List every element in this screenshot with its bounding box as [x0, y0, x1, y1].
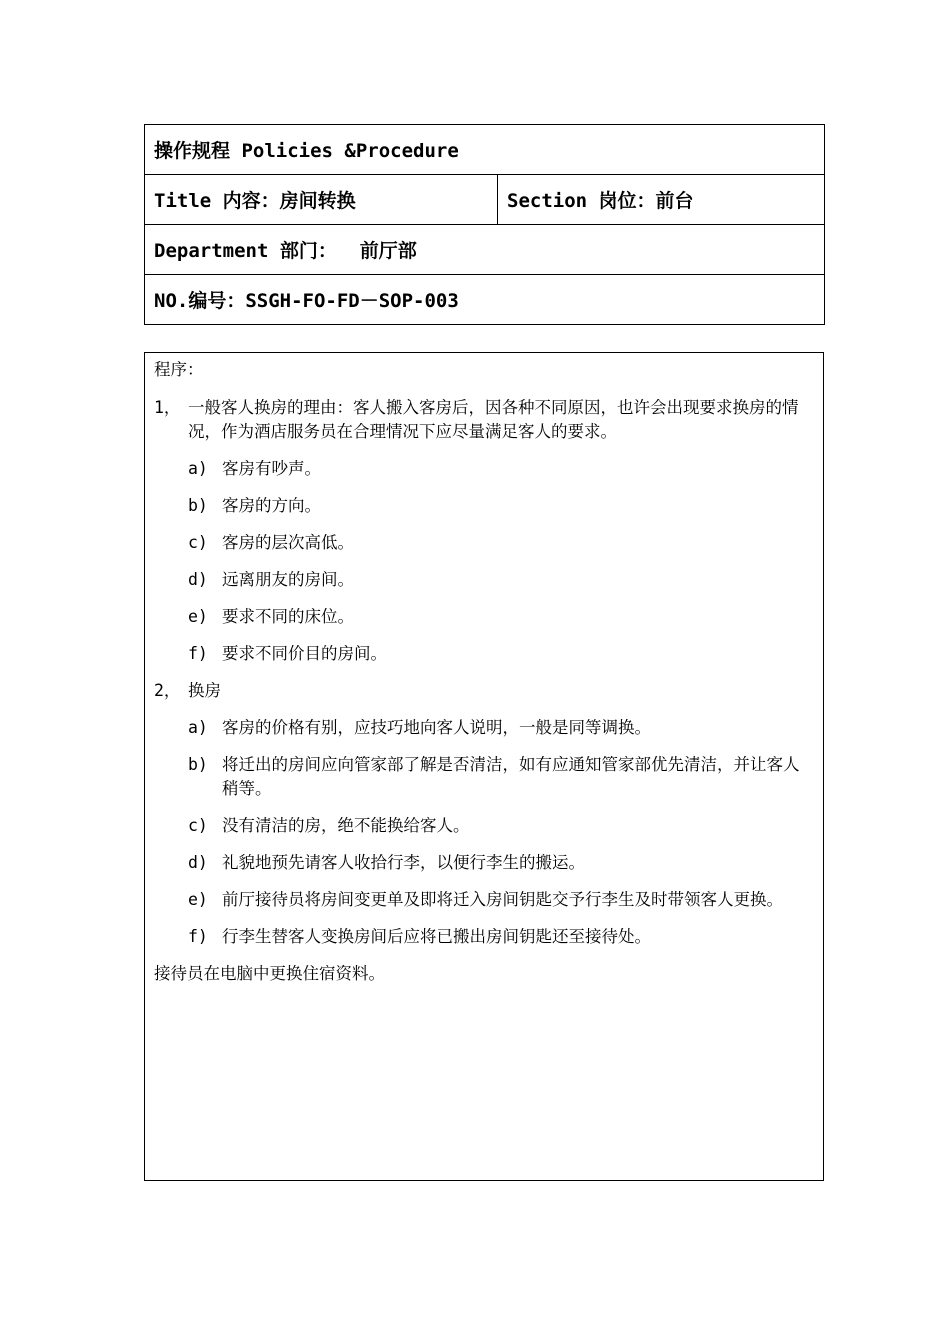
list-item	[188, 531, 813, 555]
list-item	[188, 925, 813, 949]
list-item	[188, 716, 813, 740]
list-label: b)	[188, 755, 208, 774]
closing-note: 接待员在电脑中更换住宿资料。	[154, 964, 385, 983]
list-label: a)	[188, 718, 208, 737]
list-text: 远离朋友的房间。	[222, 570, 354, 589]
list-label: d)	[188, 570, 208, 589]
list-item	[188, 888, 813, 912]
list-item	[188, 457, 813, 481]
section-cell: Section 岗位：前台	[498, 175, 825, 225]
list-label: c)	[188, 533, 208, 552]
list-item	[188, 753, 813, 801]
list-label: e)	[188, 607, 208, 626]
list-item	[188, 814, 813, 838]
list-text: 客房有吵声。	[222, 459, 321, 478]
list-text: 前厅接待员将房间变更单及即将迁入房间钥匙交予行李生及时带领客人更换。	[222, 890, 783, 909]
list-text: 客房的价格有别，应技巧地向客人说明，一般是同等调换。	[222, 718, 651, 737]
item-text: 换房	[188, 681, 221, 700]
list-item	[188, 568, 813, 592]
item-number: 1，	[154, 398, 181, 417]
list-text: 客房的层次高低。	[222, 533, 354, 552]
list-label: d)	[188, 853, 208, 872]
procedure-box	[144, 352, 824, 1181]
item-number: 2，	[154, 681, 181, 700]
list-item	[188, 494, 813, 518]
list-text: 没有清洁的房，绝不能换给客人。	[222, 816, 470, 835]
department-cell: Department 部门： 前厅部	[145, 225, 825, 275]
policies-heading: 操作规程 Policies &Procedure	[145, 125, 825, 175]
procedure-heading: 程序：	[154, 360, 204, 379]
list-label: e)	[188, 890, 208, 909]
procedure-item-1	[154, 396, 813, 444]
list-label: c)	[188, 816, 208, 835]
list-text: 行李生替客人变换房间后应将已搬出房间钥匙还至接待处。	[222, 927, 651, 946]
list-item	[188, 851, 813, 875]
number-cell: NO.编号：SSGH-FO-FD－SOP-003	[145, 275, 825, 325]
item-text: 一般客人换房的理由：客人搬入客房后，因各种不同原因，也许会出现要求换房的情况，作为酒店服务员在合理情况下应尽量满足客人的要求。	[188, 398, 799, 441]
list-item	[188, 605, 813, 629]
list-text: 要求不同的床位。	[222, 607, 354, 626]
list-label: a)	[188, 459, 208, 478]
list-text: 要求不同价目的房间。	[222, 644, 387, 663]
procedure-item-2	[154, 679, 813, 703]
list-label: f)	[188, 927, 208, 946]
list-text: 客房的方向。	[222, 496, 321, 515]
title-cell: Title 内容：房间转换	[145, 175, 498, 225]
list-text: 礼貌地预先请客人收拾行李，以便行李生的搬运。	[222, 853, 585, 872]
list-label: b)	[188, 496, 208, 515]
list-text: 将迁出的房间应向管家部了解是否清洁，如有应通知管家部优先清洁，并让客人稍等。	[222, 755, 800, 798]
list-label: f)	[188, 644, 208, 663]
header-table	[144, 124, 825, 325]
list-item	[188, 642, 813, 666]
